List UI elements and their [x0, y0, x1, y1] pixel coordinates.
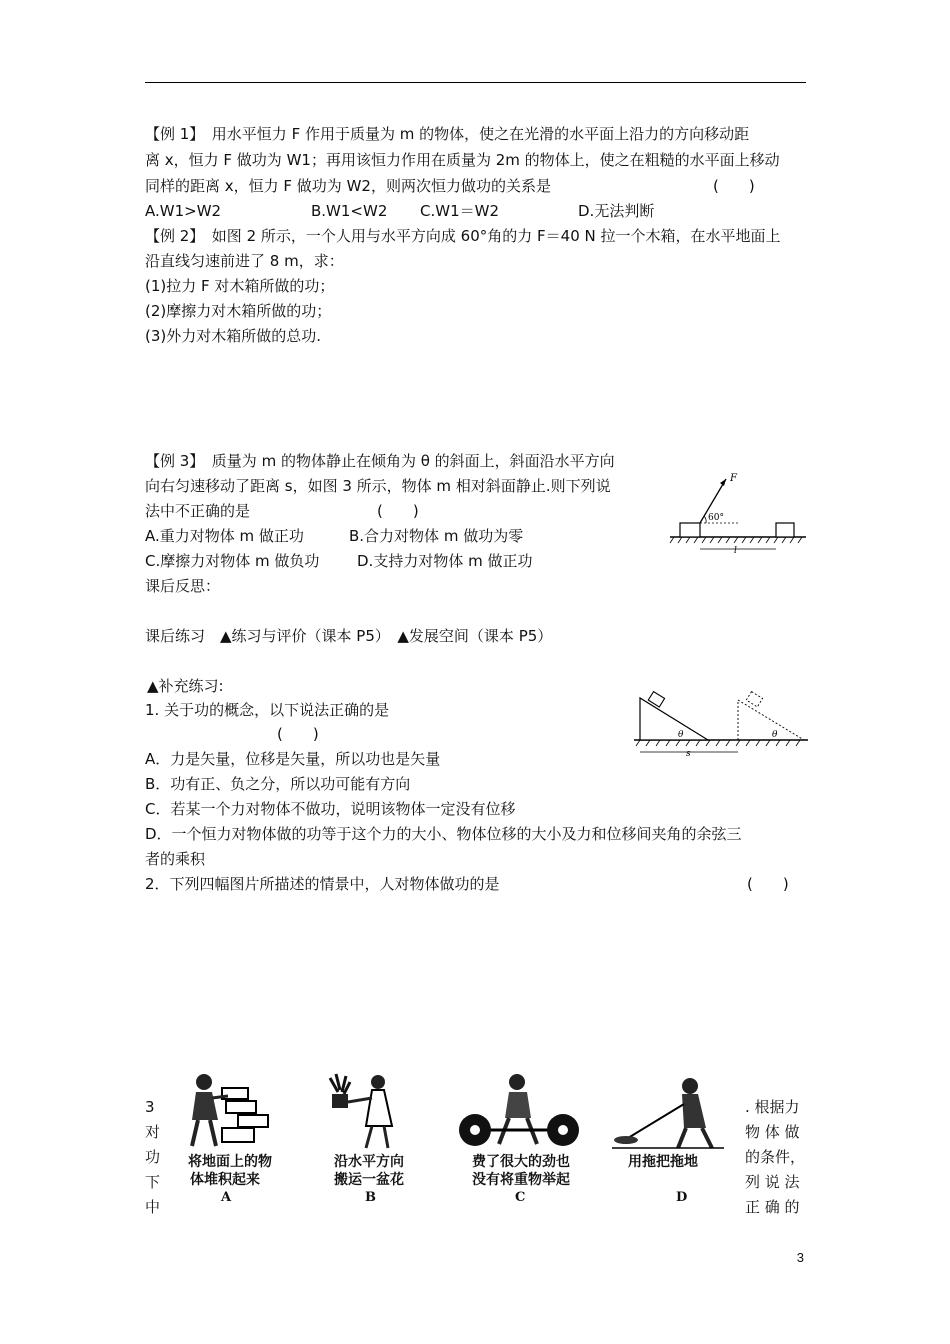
example1-line3: 同样的距离 x，恒力 F 做功为 W2，则两次恒力做功的关系是 [145, 177, 551, 195]
example3-line2: 向右匀速移动了距离 s，如图 3 所示，物体 m 相对斜面静止.则下列说 [145, 477, 611, 495]
q3-left-4: 下 [145, 1173, 161, 1191]
q3-left-3: 功 [145, 1148, 161, 1166]
page-number: 3 [796, 1250, 804, 1265]
example3-paren: ( ) [377, 502, 419, 520]
q3-right-5: 正 确 的 [745, 1198, 800, 1216]
q3-right-3: 的条件， [745, 1148, 806, 1166]
angle-label: 60° [708, 513, 724, 523]
displacement-label: s [686, 749, 691, 759]
example3-option-a: A.重力对物体 m 做正功 [145, 527, 304, 545]
picture-d-caption-1: 用拖把拖地 [628, 1154, 698, 1170]
picture-c-letter: C [515, 1190, 526, 1205]
q3-right-2: 物 体 做 [745, 1123, 800, 1141]
extra-option-c: C．若某一个力对物体不做功，说明该物体一定没有位移 [145, 800, 516, 818]
header-rule [145, 82, 806, 83]
example2-line1: 【例 2】 如图 2 所示，一个人用与水平方向成 60°角的力 F＝40 N 拉一个木箱，在水平地面上 [145, 227, 781, 245]
example1-line2: 离 x，恒力 F 做功为 W1；再用该恒力作用在质量为 2m 的物体上，使之在粗糙的水平面上移动 [145, 151, 780, 169]
extra-title: ▲补充练习: [147, 677, 224, 695]
example1-line1: 【例 1】 用水平恒力 F 作用于质量为 m 的物体，使之在光滑的水平面上沿力的方向移动距 [145, 125, 750, 143]
picture-d-letter: D [676, 1190, 688, 1205]
example1-option-a: A.W1>W2 [145, 202, 222, 220]
example3-option-b: B.合力对物体 m 做功为零 [349, 527, 524, 545]
extra-option-b: B．功有正、负之分，所以功可能有方向 [145, 775, 411, 793]
theta-label-1: θ [678, 730, 684, 740]
q3-left-2: 对 [145, 1123, 161, 1141]
figure-box-pulled [668, 465, 808, 560]
picture-d-mopping [608, 1068, 728, 1152]
example2-question1: (1)拉力 F 对木箱所做的功； [145, 277, 335, 295]
example1-paren: ( ) [713, 177, 755, 195]
example3-line1: 【例 3】 质量为 m 的物体静止在倾角为 θ 的斜面上，斜面沿水平方向 [145, 452, 615, 470]
q3-right-4: 列 说 法 [745, 1173, 800, 1191]
picture-c-lifting [455, 1068, 585, 1152]
extra-question1: 1. 关于功的概念，以下说法正确的是 [145, 701, 390, 719]
picture-c-caption-1: 费了很大的劲也 [472, 1154, 570, 1170]
example1-option-b: B.W1<W2 [311, 202, 388, 220]
example2-line2: 沿直线匀速前进了 8 m，求： [145, 252, 344, 270]
picture-a-caption-2: 体堆积起来 [190, 1172, 260, 1188]
picture-b-caption-2: 搬运一盆花 [334, 1172, 404, 1188]
q3-right-1: . 根据力 [745, 1098, 800, 1116]
example3-option-c: C.摩擦力对物体 m 做负功 [145, 552, 320, 570]
figure-incline [632, 688, 810, 764]
homework-line: 课后练习 ▲练习与评价（课本 P5） ▲发展空间（课本 P5） [145, 627, 553, 645]
reflection-label: 课后反思： [145, 577, 221, 595]
extra-option-d-line2: 者的乘积 [145, 850, 206, 868]
extra-option-d-line1: D．一个恒力对物体做的功等于这个力的大小、物体位移的大小及力和位移间夹角的余弦三 [145, 825, 742, 843]
q3-left-1: 3 [145, 1098, 155, 1116]
picture-a-stacking [178, 1068, 278, 1152]
example3-line3: 法中不正确的是 [145, 502, 251, 520]
theta-label-2: θ [772, 730, 778, 740]
extra-question2: 2．下列四幅图片所描述的情景中，人对物体做功的是 [145, 875, 500, 893]
example1-option-d: D.无法判断 [578, 202, 655, 220]
extra-question1-paren: ( ) [277, 725, 319, 743]
distance-label: l [734, 546, 737, 556]
force-label: F [730, 473, 737, 484]
picture-a-letter: A [221, 1190, 232, 1205]
picture-c-caption-2: 没有将重物举起 [472, 1172, 570, 1188]
picture-b-letter: B [365, 1190, 376, 1205]
picture-b-caption-1: 沿水平方向 [334, 1154, 404, 1170]
q3-left-5: 中 [145, 1198, 161, 1216]
example1-option-c: C.W1＝W2 [420, 202, 499, 220]
extra-question2-paren: ( ) [747, 875, 789, 893]
example3-option-d: D.支持力对物体 m 做正功 [357, 552, 533, 570]
example2-question3: (3)外力对木箱所做的总功. [145, 327, 322, 345]
picture-b-carrying [320, 1068, 410, 1152]
picture-a-caption-1: 将地面上的物 [188, 1154, 272, 1170]
example2-question2: (2)摩擦力对木箱所做的功； [145, 302, 332, 320]
extra-option-a: A．力是矢量，位移是矢量，所以功也是矢量 [145, 750, 441, 768]
